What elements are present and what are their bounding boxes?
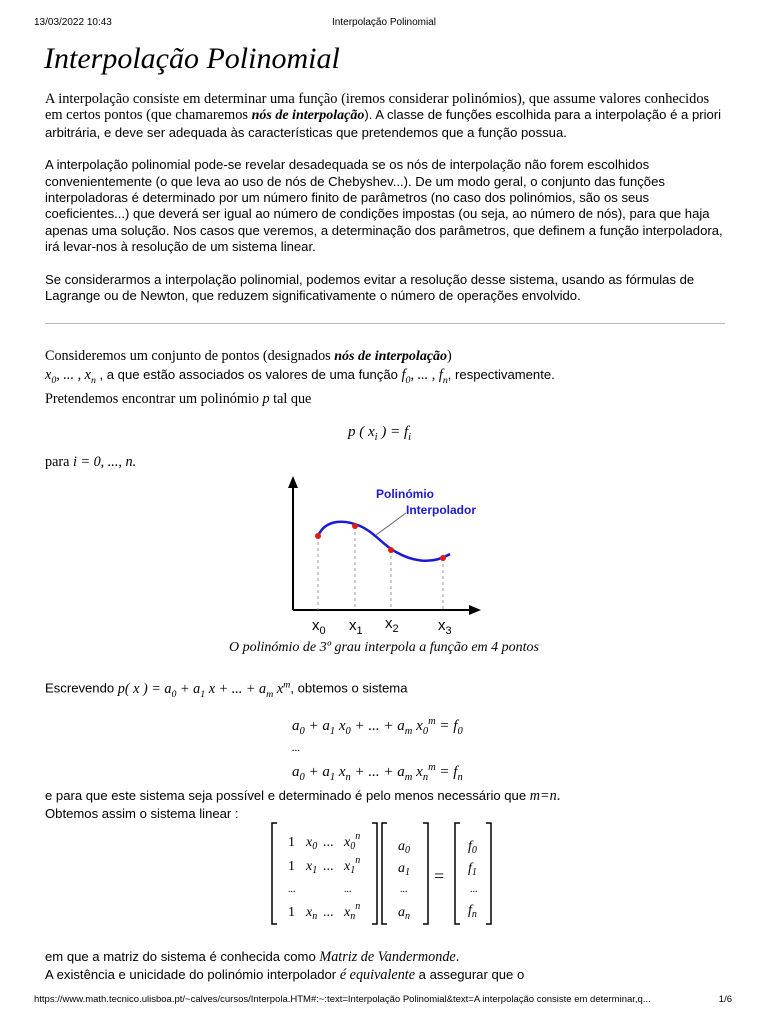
vandermonde-system — [268, 820, 498, 930]
text: tal que — [269, 390, 312, 407]
text: , respectivamente. — [447, 367, 555, 382]
svg-text:x1: $x_1$ — [306, 859, 318, 876]
node-guides — [318, 526, 443, 610]
line-escrevendo: Escrevendo p( x ) = $a_0 + a_1$ x + ... + $a_m$ $x^m$, obtemos o sistema — [45, 679, 408, 700]
svg-text:a1: $a_1$ — [398, 861, 410, 878]
text: , obtemos o sistema — [290, 680, 408, 696]
svg-text:a0: $a_0$ — [398, 839, 410, 856]
line-obtemos: Obtemos assim o sistema linear : — [45, 806, 239, 821]
svg-text:...: ... — [323, 835, 334, 850]
svg-text:xnn: $x_n^n$ — [344, 901, 361, 922]
nodes-block — [45, 347, 555, 408]
text: Consideremos um conjunto de pontos (designados — [45, 348, 335, 364]
text: , a que estão associados os valores de uma função — [99, 367, 402, 382]
line-para-i — [45, 453, 136, 471]
text: para — [45, 454, 73, 470]
line-pretendemos — [45, 390, 555, 408]
line-nodes: $x_0$, ... , $x_n$ , a que estão associados os valores de uma função $f_0$, ... , $f_n$, respectivamente. — [45, 367, 555, 386]
text: e para que este sistema seja possível e determinado é pelo menos necessário que — [45, 788, 530, 803]
term-nos-interpolacao: nós de interpolação — [251, 108, 365, 124]
svg-text:xn: $x_n$ — [306, 905, 318, 922]
paragraph-1 — [45, 91, 725, 141]
point-x2 — [388, 547, 394, 553]
tick-x0: $x_0$ — [312, 617, 326, 637]
svg-text:x0n: $x_0^n$ — [344, 831, 361, 852]
var-p: p — [262, 390, 270, 407]
point-x3 — [440, 555, 446, 561]
svg-text:an: $a_n$ — [398, 905, 410, 922]
term-nos: nós de interpolação — [334, 349, 448, 364]
matrix-brackets — [272, 823, 491, 924]
paragraph-2: A interpolação polinomial pode-se revelar desadequada se os nós de interpolação não forem escolhidos convenientemente (o que leva ao uso de nós de Chebyshev...). De um modo geral, o conjunto das funções interpoladoras é determinado por um número finito de parâmetros (no caso dos polinómios, são os seus coeficientes...) que deverá ser igual ao número de condições impostas (ou seja, ao número de nós), para que haja apenas uma solução. Nos casos que veremos, a determinação dos parâmetros, que definem a função interpoladora, irá levar-nos à resolução de um sistema linear. — [45, 157, 723, 255]
page-title: Interpolação Polinomial — [44, 42, 340, 75]
label-polinomio: Polinómio — [376, 487, 434, 501]
text: em que a matriz do sistema é conhecida como — [45, 949, 320, 964]
tick-x2: $x_2$ — [385, 615, 399, 635]
text: ) — [447, 348, 452, 364]
svg-text:...: ... — [344, 884, 352, 895]
text: a assegurar que o — [415, 967, 525, 982]
svg-text:...: ... — [470, 884, 478, 895]
term-equivalente: é equivalente — [339, 967, 416, 983]
text: Pretendemos encontrar um polinómio — [45, 390, 263, 407]
p1-part-a: A interpolação consiste em determinar uma função (iremos considerar polinómios), que assume valores conhecidos em certos pontos (que chamaremos — [45, 91, 710, 124]
svg-text:1: 1 — [288, 835, 295, 850]
line-existencia — [45, 966, 524, 984]
y-axis — [288, 476, 298, 610]
svg-text:f1: $f_1$ — [468, 861, 477, 878]
label-pointer — [376, 513, 406, 535]
text: Escrevendo — [45, 680, 118, 696]
svg-text:...: ... — [288, 884, 296, 895]
index-range: i = 0, ..., n. — [72, 454, 137, 470]
svg-text:x0: $x_0$ — [306, 835, 318, 852]
interpolation-figure — [280, 474, 500, 640]
svg-text:f0: $f_0$ — [468, 839, 477, 856]
tick-x3: $x_3$ — [438, 617, 452, 637]
svg-text:...: ... — [323, 905, 334, 920]
point-x1 — [352, 523, 358, 529]
intro-text — [45, 91, 725, 320]
svg-text:=: = — [434, 866, 445, 886]
svg-text:x1n: $x_1^n$ — [344, 855, 361, 876]
paragraph-3: Se considerarmos a interpolação polinomial, podemos evitar a resolução desse sistema, usando as fórmulas de Lagrange ou de Newton, que reduzem significativamente o número de operações envolvido. — [45, 271, 695, 304]
svg-text:...: ... — [323, 859, 334, 874]
line-consideremos — [45, 347, 555, 366]
equation-p-xi: p ( $x_i$ ) = $f_i$ — [348, 424, 412, 443]
condition-text — [45, 787, 560, 823]
print-url: https://www.math.tecnico.ulisboa.pt/~calves/cursos/Interpola.HTM#:~:text=Interpolação Polinomial&text=A interpolação consiste em determinar,q... — [34, 994, 651, 1005]
vandermonde-text — [45, 948, 524, 984]
section-divider — [45, 323, 725, 324]
svg-text:1: 1 — [288, 905, 295, 920]
text: A existência e unicidade do polinómio interpolador — [45, 967, 340, 982]
print-page-count: 1/6 — [718, 994, 732, 1005]
point-x0 — [315, 533, 321, 539]
svg-text:1: 1 — [288, 859, 295, 874]
print-datetime: 13/03/2022 10:43 — [34, 17, 112, 28]
system-last-row: $a_0 + a_1$ $x_n$ + ... + $a_m$ $x_n^m = f_n$ — [292, 762, 463, 783]
label-interpolador: Interpolador — [406, 503, 477, 517]
p1-part-c: ). A classe de funções escolhida para a interpolação é a priori arbitrária, e deve ser adequada às características que pretendemos que a função possua. — [45, 107, 722, 140]
condition-m-eq-n: m=n — [529, 788, 557, 804]
line-matriz: em que a matriz do sistema é conhecida como Matriz de Vandermonde. — [45, 949, 460, 965]
term-vandermonde: Matriz de Vandermonde — [319, 949, 456, 965]
x-axis — [293, 605, 481, 615]
print-page-title: Interpolação Polinomial — [332, 17, 436, 28]
x-tick-labels — [312, 615, 452, 637]
line-condition: e para que este sistema seja possível e determinado é pelo menos necessário que m=n. — [45, 788, 561, 804]
polynomial-curve — [318, 522, 450, 561]
system-first-row: $a_0 + a_1$ $x_0$ + ... + $a_m$ $x_0^m = f_0$ — [292, 716, 463, 737]
svg-text:fn: $f_n$ — [468, 903, 477, 920]
system-dots: ... — [292, 742, 301, 754]
figure-caption: O polinómio de 3º grau interpola a função em 4 pontos — [229, 640, 539, 655]
browser-print-header — [0, 17, 768, 31]
tick-x1: $x_1$ — [349, 617, 363, 637]
svg-text:...: ... — [400, 884, 408, 895]
